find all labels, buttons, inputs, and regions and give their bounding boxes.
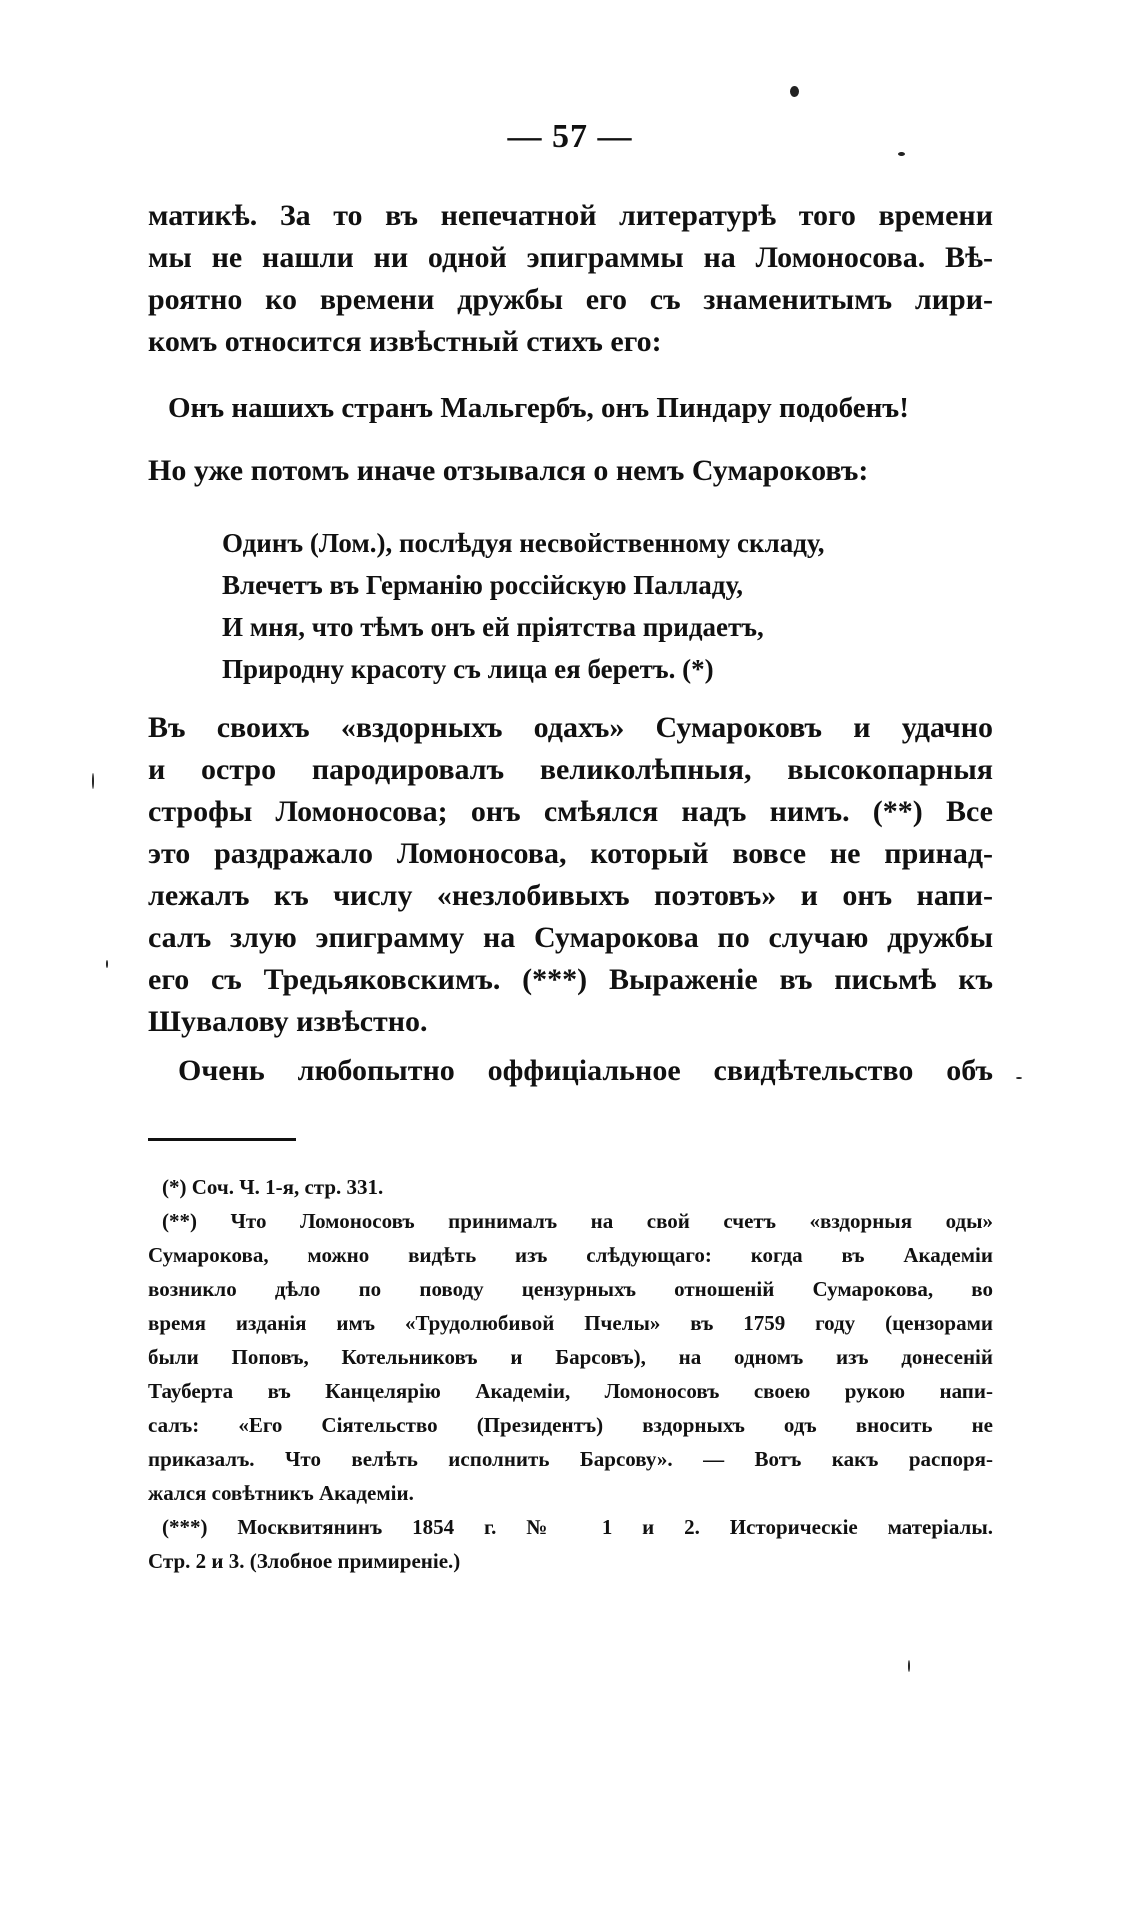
footnote-2-line: (**) Что Ломоносовъ принималъ на свой счетъ «вздорныя оды»	[162, 1209, 993, 1233]
footnote-2-line: время изданія имъ «Трудолюбивой Пчелы» въ 1759 году (цензорами	[148, 1311, 993, 1335]
text-line: строфы Ломоносова; онъ смѣялся надъ нимъ. (**) Все	[148, 795, 993, 828]
poem-line: Природну красоту съ лица ея беретъ. (*)	[222, 654, 714, 684]
text-line: Въ своихъ «вздорныхъ одахъ» Сумароковъ и удачно	[148, 711, 993, 744]
poem-line: И мня, что тѣмъ онъ ей пріятства придаетъ,	[222, 612, 764, 642]
text-line: его съ Тредьяковскимъ. (***) Выраженіе въ письмѣ къ	[148, 963, 993, 996]
poem-block	[222, 522, 982, 690]
text-line: матикѣ. За то въ непечатной литературѣ того времени	[148, 199, 993, 232]
footnote-3-line: (***) Москвитянинъ 1854 г. № 1 и 2. Историческіе матеріалы.	[162, 1515, 993, 1539]
quoted-verse-line: Онъ нашихъ странъ Мальгербъ, онъ Пиндару подобенъ!	[168, 392, 909, 424]
paragraph-last: Очень любопытно оффиціальное свидѣтельство объ	[178, 1054, 993, 1087]
paragraph-continuation	[148, 195, 993, 363]
text-line: и остро пародировалъ великолѣпныя, высокопарныя	[148, 753, 993, 786]
ink-speck	[898, 152, 905, 156]
ink-speck	[908, 1660, 910, 1672]
text-line: роятно ко времени дружбы его съ знаменитымъ лири-	[148, 283, 993, 316]
text-line: комъ относится извѣстный стихъ его:	[148, 325, 662, 358]
footnote-2-line: возникло дѣло по поводу цензурныхъ отношеній Сумарокова, во	[148, 1277, 993, 1301]
paragraph-intro-poem: Но уже потомъ иначе отзывался о немъ Сумароковъ:	[148, 454, 869, 487]
poem-line: Одинъ (Лом.), послѣдуя несвойственному складу,	[222, 528, 825, 558]
text-line: Шувалову извѣстно.	[148, 1005, 428, 1038]
footnote-2-line: были Поповъ, Котельниковъ и Барсовъ), на одномъ изъ донесеній	[148, 1345, 993, 1369]
footnote-divider	[148, 1138, 296, 1141]
paragraph-sumarokov-odes	[148, 707, 993, 1043]
ink-speck	[106, 960, 108, 968]
footnote-2-line: салъ: «Его Сіятельство (Президентъ) вздорныхъ одъ вносить не	[148, 1413, 993, 1437]
footnote-2-line: Тауберта въ Канцелярію Академіи, Ломоносовъ своею рукою напи-	[148, 1379, 993, 1403]
footnote-2-line: жался совѣтникъ Академіи.	[148, 1481, 414, 1505]
footnote-2-line: приказалъ. Что велѣть исполнить Барсову». — Вотъ какъ распоря-	[148, 1447, 993, 1471]
page-number: — 57 —	[507, 118, 633, 155]
text-line: это раздражало Ломоносова, который вовсе не принад-	[148, 837, 993, 870]
footnotes	[148, 1170, 993, 1578]
poem-line: Влечетъ въ Германію россійскую Палладу,	[222, 570, 744, 600]
footnote-1: (*) Соч. Ч. 1-я, стр. 331.	[162, 1175, 384, 1199]
text-line: салъ злую эпиграмму на Сумарокова по случаю дружбы	[148, 921, 993, 954]
text-line: лежалъ къ числу «незлобивыхъ поэтовъ» и онъ напи-	[148, 879, 993, 912]
ink-speck	[92, 773, 94, 789]
ink-speck	[790, 86, 799, 97]
text-line: мы не нашли ни одной эпиграммы на Ломоносова. Вѣ-	[148, 241, 993, 274]
footnote-2-line: Сумарокова, можно видѣть изъ слѣдующаго: когда въ Академіи	[148, 1243, 993, 1267]
footnote-3-line: Стр. 2 и 3. (Злобное примиреніе.)	[148, 1549, 461, 1573]
ink-speck	[1016, 1077, 1022, 1079]
